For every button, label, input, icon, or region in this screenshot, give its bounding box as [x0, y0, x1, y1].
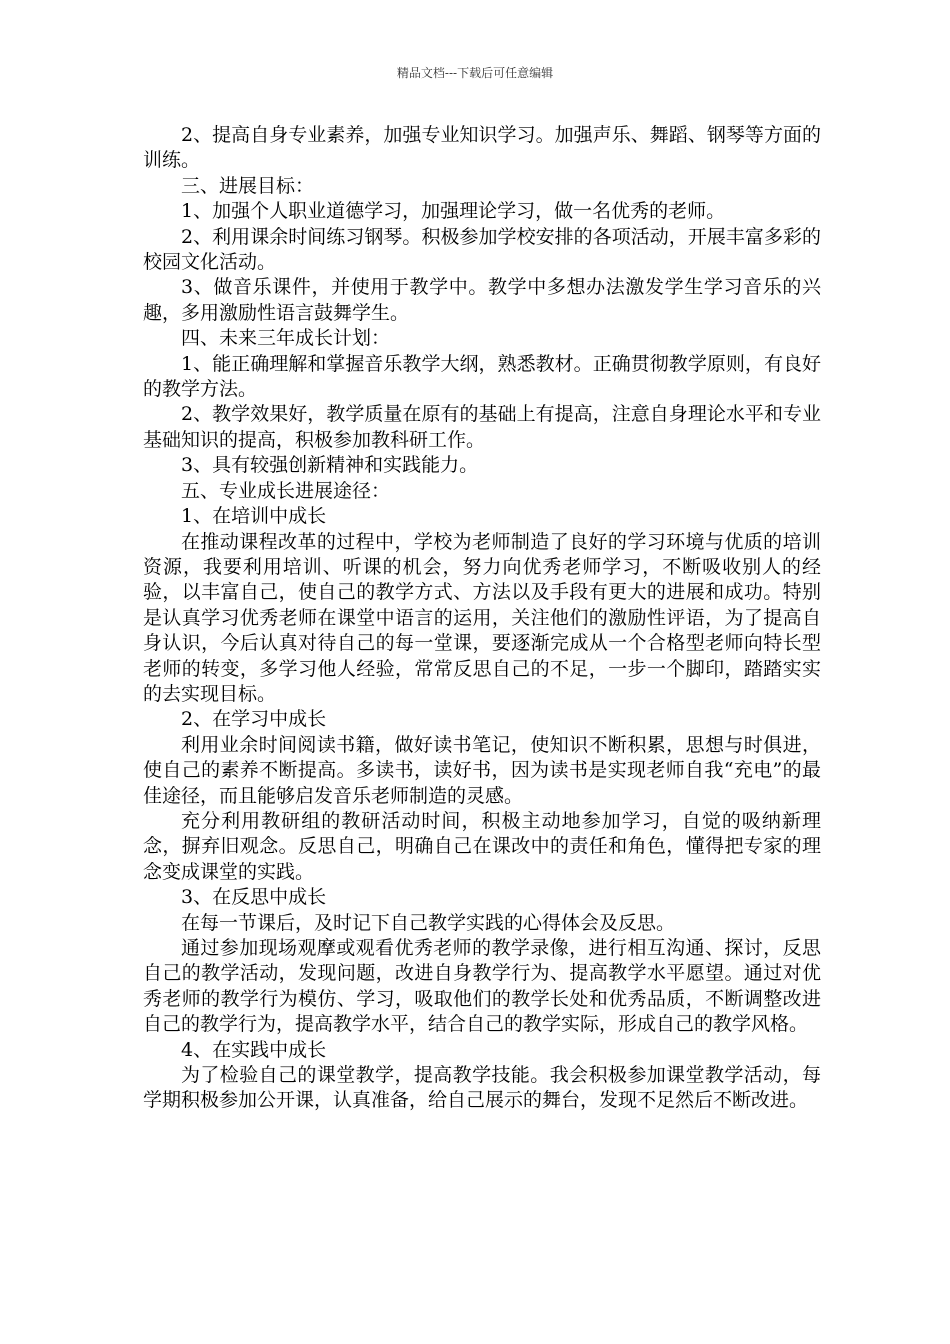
paragraph: 3、具有较强创新精神和实践能力。: [181, 454, 479, 477]
paragraph: 在推动课程改革的过程中，学校为老师制造了良好的学习环境与优质的培训资源，我要利用培训、听课的机会，努力向优秀老师学习，不断吸收别人的经验，以丰富自己，使自己的教学方式、方法以及手段有更大的进展和成功。特别是认真学习优秀老师在课堂中语言的运用，关注他们的激励性评语，为了提高自身认识，今后认真对待自己的每一堂课，要逐渐完成从一个合格型老师向特长型老师的转变，多学习他人经验，常常反思自己的不足，一步一个脚印，踏踏实实的去实现目标。: [143, 530, 821, 705]
paragraph: 2、提高自身专业素养，加强专业知识学习。加强声乐、舞蹈、钢琴等方面的训练。: [143, 124, 821, 172]
section-heading: 五、专业成长进展途径：: [181, 479, 391, 502]
subsection-heading: 2、在学习中成长: [181, 708, 327, 731]
page-header: 精品文档---下载后可任意编辑: [396, 66, 554, 80]
subsection-heading: 3、在反思中成长: [181, 886, 327, 909]
paragraph: 在每一节课后，及时记下自己教学实践的心得体会及反思。: [181, 911, 676, 934]
subsection-heading: 4、在实践中成长: [181, 1038, 327, 1061]
paragraph: 通过参加现场观摩或观看优秀老师的教学录像，进行相互沟通、探讨，反思自己的教学活动，发现问题，改进自身教学行为、提高教学水平愿望。通过对优秀老师的教学行为模仿、学习，吸取他们的教学长处和优秀品质，不断调整改进自己的教学行为，提高教学水平，结合自己的教学实际，形成自己的教学风格。: [143, 937, 821, 1036]
paragraph: 2、利用课余时间练习钢琴。积极参加学校安排的各项活动，开展丰富多彩的校园文化活动。: [143, 225, 821, 274]
paragraph: 1、加强个人职业道德学习，加强理论学习，做一名优秀的老师。: [181, 200, 726, 223]
paragraph: 利用业余时间阅读书籍，做好读书笔记，使知识不断积累，思想与时俱进，使自己的素养不断提高。多读书，读好书，因为读书是实现老师自我“充电”的最佳途径，而且能够启发音乐老师制造的灵感。: [143, 733, 821, 807]
section-heading: 四、未来三年成长计划：: [181, 327, 391, 350]
section-heading: 三、进展目标：: [181, 174, 315, 197]
paragraph: 3、做音乐课件，并使用于教学中。教学中多想办法激发学生学习音乐的兴趣，多用激励性语言鼓舞学生。: [143, 276, 821, 324]
paragraph: 2、教学效果好，教学质量在原有的基础上有提高，注意自身理论水平和专业基础知识的提高，积极参加教科研工作。: [143, 403, 821, 451]
paragraph: 为了检验自己的课堂教学，提高教学技能。我会积极参加课堂教学活动，每学期积极参加公开课，认真准备，给自己展示的舞台，发现不足然后不断改进。: [143, 1064, 821, 1112]
document-body: [143, 123, 821, 1114]
subsection-heading: 1、在培训中成长: [181, 505, 327, 528]
paragraph: 1、能正确理解和掌握音乐教学大纲，熟悉教材。正确贯彻教学原则，有良好的教学方法。: [143, 352, 821, 401]
paragraph: 充分利用教研组的教研活动时间，积极主动地参加学习，自觉的吸纳新理念，摒弃旧观念。反思自己，明确自己在课改中的责任和角色，懂得把专家的理念变成课堂的实践。: [143, 809, 821, 883]
